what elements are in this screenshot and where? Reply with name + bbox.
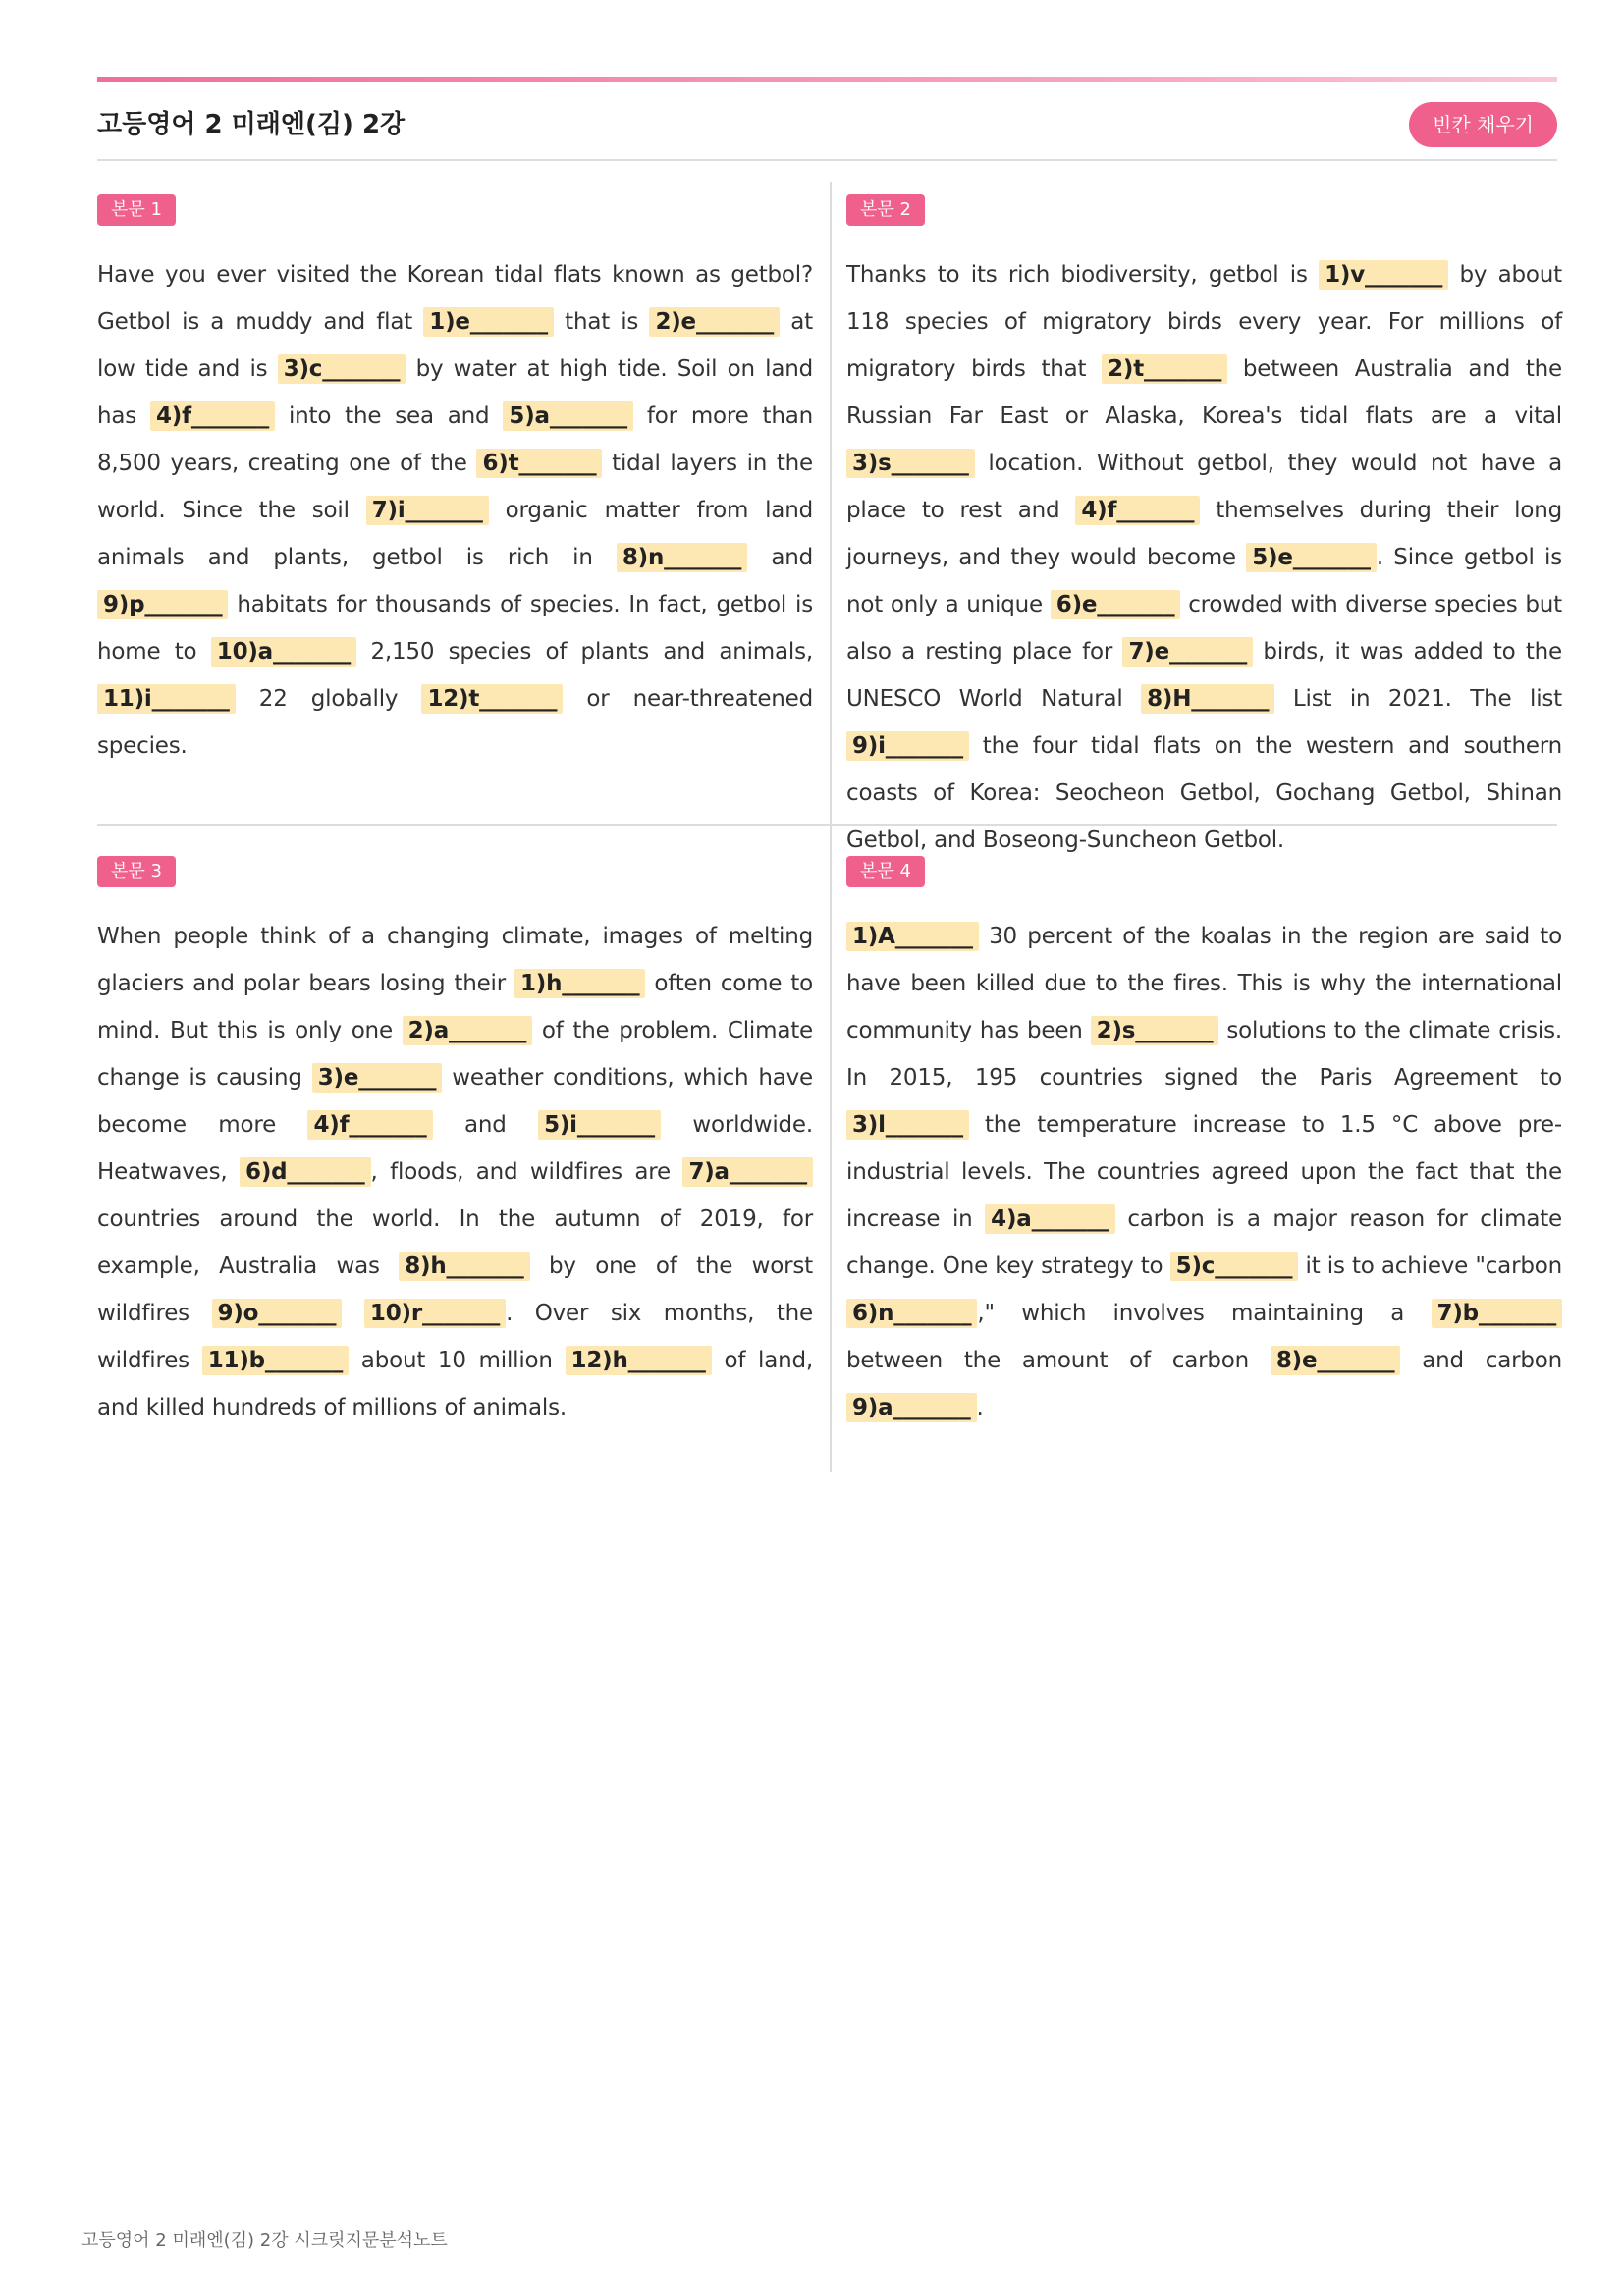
page-header bbox=[97, 94, 1557, 161]
blank-field: 8)n_______ bbox=[617, 543, 747, 572]
passage-text-segment: it is to achieve "carbon bbox=[1298, 1254, 1562, 1279]
blank-field: 9)a_______ bbox=[846, 1393, 977, 1422]
passage-text-segment: of land, and killed hundreds of millions of animals. bbox=[97, 1348, 814, 1420]
blank-field: 9)o_______ bbox=[212, 1299, 343, 1328]
passage-text-segment: and carbon bbox=[1400, 1348, 1562, 1373]
passage-text-segment: organic matter from land animals and plants, getbol is rich in bbox=[97, 498, 813, 570]
passage-text bbox=[846, 913, 1562, 1431]
blank-field: 10)r_______ bbox=[364, 1299, 506, 1328]
passage-text-segment: crowded with diverse species but also a resting place for bbox=[846, 592, 1562, 665]
passage-text bbox=[97, 913, 813, 1431]
passage-text-segment: of the problem. Climate change is causing bbox=[97, 1018, 813, 1091]
passage-text-segment: about 10 million bbox=[349, 1348, 566, 1373]
passage-text bbox=[97, 251, 813, 770]
blank-field: 8)e_______ bbox=[1271, 1346, 1401, 1375]
passage-label: 본문 4 bbox=[846, 856, 925, 887]
blank-field: 1)e_______ bbox=[423, 307, 554, 337]
passage-text-segment: weather conditions, which have become more bbox=[97, 1065, 814, 1138]
passage-text-segment: between Australia and the Russian Far East or Alaska, Korea's tidal flats are a vital bbox=[846, 356, 1562, 429]
passage-text-segment: . Since getbol is not only a unique bbox=[846, 545, 1562, 617]
passage-text-segment: that is bbox=[553, 309, 650, 335]
passage-text-segment bbox=[342, 1301, 364, 1326]
page-title: 고등영어 2 미래엔(김) 2강 bbox=[97, 110, 406, 139]
passage-text-segment: between the amount of carbon bbox=[846, 1348, 1271, 1373]
passage-text-segment: habitats for thousands of species. In fact, getbol is home to bbox=[97, 592, 813, 665]
blank-field: 6)d_______ bbox=[240, 1157, 370, 1187]
passage-text-segment: . bbox=[976, 1395, 984, 1420]
passage-text-segment: solutions to the climate crisis. In 2015, 195 countries signed the Paris Agreement to bbox=[846, 1018, 1562, 1091]
blank-field: 8)h_______ bbox=[399, 1252, 529, 1281]
passage-text-segment: location. Without getbol, they would not have a place to rest and bbox=[846, 451, 1562, 523]
passage-text-segment: carbon is a major reason for climate change. One key strategy to bbox=[846, 1206, 1562, 1279]
passage-text-segment: at low tide and is bbox=[97, 309, 813, 382]
blank-field: 11)b_______ bbox=[202, 1346, 349, 1375]
passage-text-segment: themselves during their long journeys, and they would become bbox=[846, 498, 1562, 570]
passage-4 bbox=[846, 856, 1562, 1431]
blank-field: 1)h_______ bbox=[514, 969, 645, 998]
blank-field: 5)i_______ bbox=[538, 1110, 661, 1140]
blank-field: 7)e_______ bbox=[1122, 637, 1253, 667]
column-divider bbox=[830, 182, 832, 1472]
blank-field: 7)b_______ bbox=[1432, 1299, 1562, 1328]
blank-field: 4)a_______ bbox=[985, 1204, 1115, 1234]
blank-field: 6)e_______ bbox=[1051, 590, 1181, 619]
blank-field: 3)c_______ bbox=[278, 354, 406, 384]
passage-text-segment: ," which involves maintaining a bbox=[977, 1301, 1432, 1326]
blank-field: 5)e_______ bbox=[1246, 543, 1377, 572]
blank-field: 9)i_______ bbox=[846, 731, 969, 761]
passage-text-segment: and bbox=[747, 545, 813, 570]
passage-text-segment: for more than 8,500 years, creating one of the bbox=[97, 403, 813, 476]
blank-field: 12)t_______ bbox=[421, 684, 563, 714]
blank-field: 6)n_______ bbox=[846, 1299, 977, 1328]
passage-text-segment: 2,150 species of plants and animals, bbox=[356, 639, 813, 665]
passage-text-segment: the four tidal flats on the western and southern coasts of Korea: Seocheon Getbol, Gochang Getbol, Shinan Getbol, and Boseong-Suncheon Getbol. bbox=[846, 733, 1562, 853]
passage-text-segment: and bbox=[432, 1112, 539, 1138]
blank-field: 1)v_______ bbox=[1319, 260, 1448, 290]
passage-text-segment: by about 118 species of migratory birds every year. For millions of migratory birds that bbox=[846, 262, 1562, 382]
passage-text-segment: , floods, and wildfires are bbox=[370, 1159, 683, 1185]
blank-field: 3)s_______ bbox=[846, 449, 975, 478]
passage-2 bbox=[846, 194, 1562, 864]
blank-field: 2)e_______ bbox=[649, 307, 780, 337]
passage-text-segment: worldwide. Heatwaves, bbox=[97, 1112, 813, 1185]
passage-text-segment: by water at high tide. Soil on land has bbox=[97, 356, 813, 429]
passage-label: 본문 1 bbox=[97, 194, 176, 226]
blank-field: 4)f_______ bbox=[150, 401, 275, 431]
blank-field: 5)a_______ bbox=[503, 401, 633, 431]
passage-text-segment: into the sea and bbox=[275, 403, 504, 429]
blank-field: 2)s_______ bbox=[1091, 1016, 1219, 1045]
blank-field: 12)h_______ bbox=[566, 1346, 712, 1375]
passage-text-segment: 30 percent of the koalas in the region are said to have been killed due to the fires. This is why the international community has been bbox=[846, 924, 1562, 1043]
blank-field: 7)a_______ bbox=[682, 1157, 813, 1187]
blank-field: 11)i_______ bbox=[97, 684, 236, 714]
passage-text-segment: the temperature increase to 1.5 °C above pre-industrial levels. The countries agreed upon the fact that the increase in bbox=[846, 1112, 1562, 1232]
blank-field: 8)H_______ bbox=[1141, 684, 1274, 714]
blank-field: 9)p_______ bbox=[97, 590, 228, 619]
page-footer: 고등영어 2 미래엔(김) 2강 시크릿지문분석노트 bbox=[81, 2230, 448, 2251]
passage-text bbox=[846, 251, 1562, 864]
passage-label: 본문 3 bbox=[97, 856, 176, 887]
passage-text-segment: When people think of a changing climate, images of melting glaciers and polar bears losing their bbox=[97, 924, 813, 996]
blank-field: 6)t_______ bbox=[476, 449, 602, 478]
blank-field: 3)e_______ bbox=[312, 1063, 443, 1093]
fill-in-blank-tag: 빈칸 채우기 bbox=[1409, 102, 1557, 147]
blank-field: 4)f_______ bbox=[1075, 496, 1200, 525]
passage-1 bbox=[97, 194, 813, 770]
blank-field: 7)i_______ bbox=[366, 496, 489, 525]
passage-text-segment: Have you ever visited the Korean tidal flats known as getbol? Getbol is a muddy and flat bbox=[97, 262, 813, 335]
passage-text-segment: . Over six months, the wildfires bbox=[97, 1301, 813, 1373]
passage-text-segment: tidal layers in the world. Since the soil bbox=[97, 451, 813, 523]
blank-field: 4)f_______ bbox=[307, 1110, 432, 1140]
passage-text-segment: List in 2021. The list bbox=[1274, 686, 1562, 712]
blank-field: 2)t_______ bbox=[1102, 354, 1227, 384]
blank-field: 5)c_______ bbox=[1170, 1252, 1299, 1281]
blank-field: 1)A_______ bbox=[846, 922, 979, 951]
passage-text-segment: or near-threatened species. bbox=[97, 686, 813, 759]
passage-text-segment: Thanks to its rich biodiversity, getbol is bbox=[846, 262, 1320, 288]
passage-text-segment: often come to mind. But this is only one bbox=[97, 971, 813, 1043]
passage-text-segment: by one of the worst wildfires bbox=[97, 1254, 813, 1326]
passage-text-segment: countries around the world. In the autumn of 2019, for example, Australia was bbox=[97, 1206, 813, 1279]
passage-text-segment: birds, it was added to the UNESCO World Natural bbox=[846, 639, 1562, 712]
passage-3 bbox=[97, 856, 813, 1431]
blank-field: 10)a_______ bbox=[211, 637, 356, 667]
header-accent-bar bbox=[97, 77, 1557, 82]
blank-field: 2)a_______ bbox=[403, 1016, 533, 1045]
passage-label: 본문 2 bbox=[846, 194, 925, 226]
passage-text-segment: 22 globally bbox=[235, 686, 422, 712]
blank-field: 3)l_______ bbox=[846, 1110, 969, 1140]
